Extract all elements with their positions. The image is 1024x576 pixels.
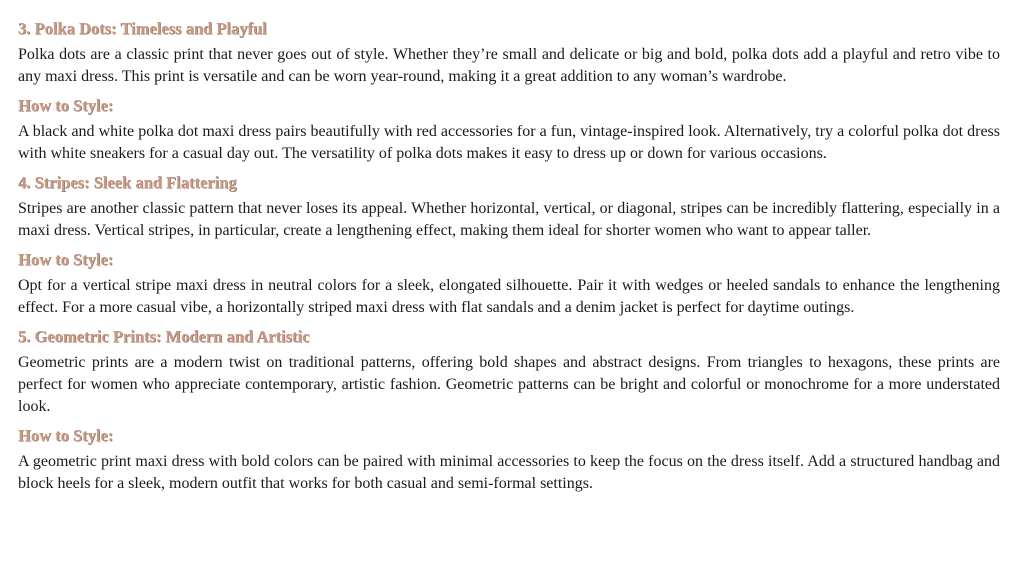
section-body: Stripes are another classic pattern that never loses its appeal. Whether horizontal, vertical, or diagonal, stripes can be incredibly flattering, especially in a maxi dress. Vertical stripes, in particular, create a lengthening effect, making them ideal for shorter women who want to appear taller. [18,200,1000,239]
how-to-style-heading: How to Style: [18,426,114,445]
section-body: Geometric prints are a modern twist on traditional patterns, offering bold shapes and abstract designs. From triangles to hexagons, these prints are perfect for women who appreciate contemporary, artistic fashion. Geometric patterns can be bright and colorful or monochrome for a more understated look. [18,354,1000,415]
section-body: Polka dots are a classic print that never goes out of style. Whether they’re small and delicate or big and bold, polka dots add a playful and retro vibe to any maxi dress. This print is versatile and can be worn year-round, making it a great addition to any woman’s wardrobe. [18,46,1000,85]
section-title: 4. Stripes: Sleek and Flattering [18,173,237,192]
section-title: 3. Polka Dots: Timeless and Playful [18,19,267,38]
how-to-style-body: Opt for a vertical stripe maxi dress in neutral colors for a sleek, elongated silhouette. Pair it with wedges or heeled sandals to enhance the lengthening effect. For a more casual vibe, a horizontally striped maxi dress with flat sandals and a denim jacket is perfect for daytime outings. [18,277,1000,316]
section-title: 5. Geometric Prints: Modern and Artistic [18,327,310,346]
how-to-style-heading: How to Style: [18,96,114,115]
section-polka-dots [18,17,1000,165]
how-to-style-body: A geometric print maxi dress with bold colors can be paired with minimal accessories to keep the focus on the dress itself. Add a structured handbag and block heels for a sleek, modern outfit that works for both casual and semi-formal settings. [18,453,1000,492]
how-to-style-heading: How to Style: [18,250,114,269]
how-to-style-body: A black and white polka dot maxi dress pairs beautifully with red accessories for a fun, vintage-inspired look. Alternatively, try a colorful polka dot dress with white sneakers for a casual day out. The versatility of polka dots makes it easy to dress up or down for various occasions. [18,123,1000,162]
section-geometric-prints [18,325,1000,495]
section-stripes [18,171,1000,319]
